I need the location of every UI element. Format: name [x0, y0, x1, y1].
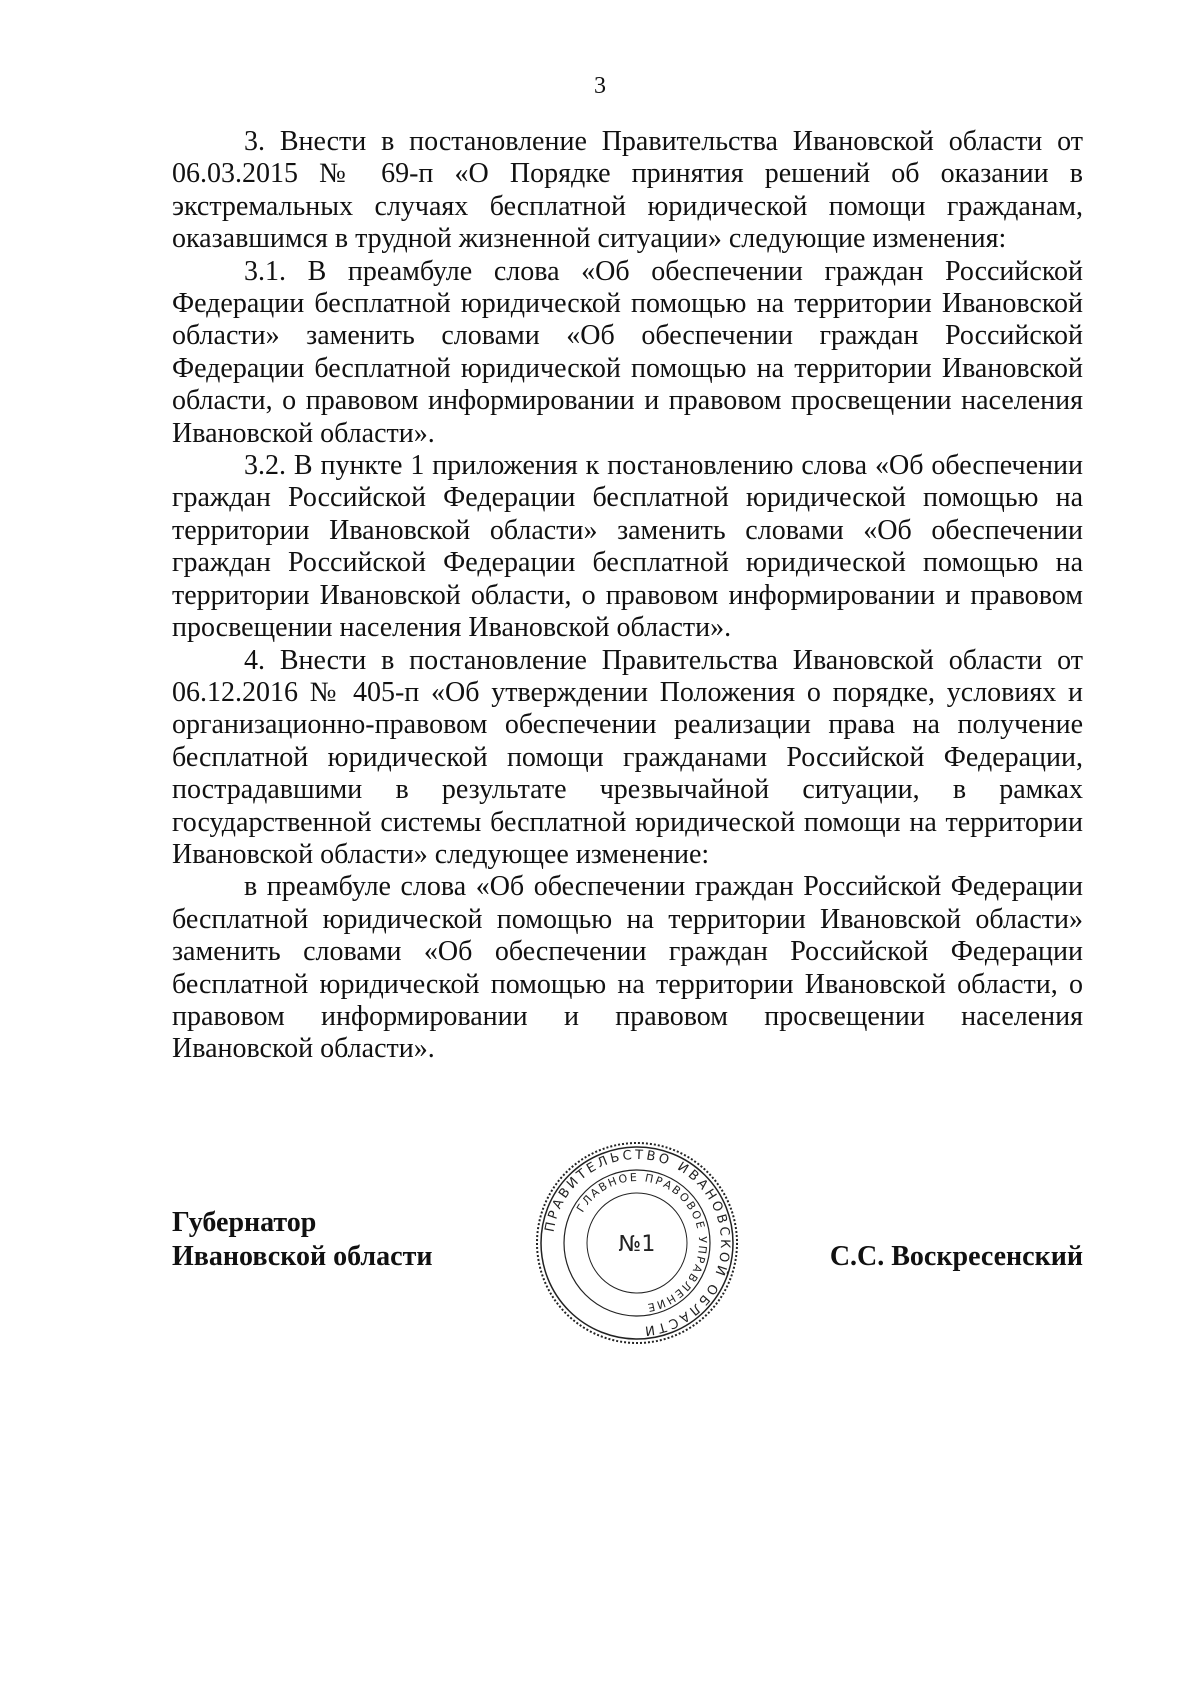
paragraph-item-3: 3. Внести в постановление Правительства Ивановской области от 06.03.2015 № 69-п «О Порядке принятия решений об оказании в экстремальных случаях бесплатной юридической помощи гражданам, оказавшимся в трудной жизненной ситуации» следующие изменения: — [172, 126, 1083, 255]
seal-icon — [534, 1140, 740, 1346]
paragraph-item-3-1: 3.1. В преамбуле слова «Об обеспечении граждан Российской Федерации бесплатной юридической помощью на территории Ивановской области» заменить словами «Об обеспечении граждан Российской Федерации бесплатной юридической помощью на территории Ивановской области, о правовом информировании и правовом просвещении населения Ивановской области». — [172, 255, 1083, 449]
page-number: 3 — [594, 73, 606, 99]
official-seal — [534, 1140, 740, 1346]
signatory-title-line2: Ивановской области — [172, 1241, 433, 1272]
signatory-title-line1: Губернатор — [172, 1207, 317, 1238]
signatory-title — [172, 1206, 592, 1274]
seal-number: №1 — [618, 1232, 656, 1257]
seal-outer-text: ПРАВИТЕЛЬСТВО ИВАНОВСКОЙ ОБЛАСТИ — [542, 1147, 733, 1339]
document-body — [172, 126, 1083, 1066]
seal-inner-text: ГЛАВНОЕ ПРАВОВОЕ УПРАВЛЕНИЕ — [574, 1170, 710, 1315]
paragraph-item-4-amendment: в преамбуле слова «Об обеспечении граждан Российской Федерации бесплатной юридической помощью на территории Ивановской области» заменить словами «Об обеспечении граждан Российской Федерации бесплатной юридической помощью на территории Ивановской области, о правовом информировании и правовом просвещении населения Ивановской области». — [172, 871, 1083, 1065]
signatory-name: С.С. Воскресенский — [829, 1241, 1083, 1272]
paragraph-item-4: 4. Внести в постановление Правительства Ивановской области от 06.12.2016 № 405-п «Об утверждении Положения о порядке, условиях и организационно-правовом обеспечении реализации права на получение бесплатной юридической помощи гражданами Российской Федерации, пострадавшими в результате чрезвычайной ситуации, в рамках государственной системы бесплатной юридической помощи на территории Ивановской области» следующее изменение: — [172, 644, 1083, 870]
paragraph-item-3-2: 3.2. В пункте 1 приложения к постановлению слова «Об обеспечении граждан Российской Федерации бесплатной юридической помощью на территории Ивановской области» заменить словами «Об обеспечении граждан Российской Федерации бесплатной юридической помощью на территории Ивановской области, о правовом информировании и правовом просвещении населения Ивановской области». — [172, 450, 1083, 644]
